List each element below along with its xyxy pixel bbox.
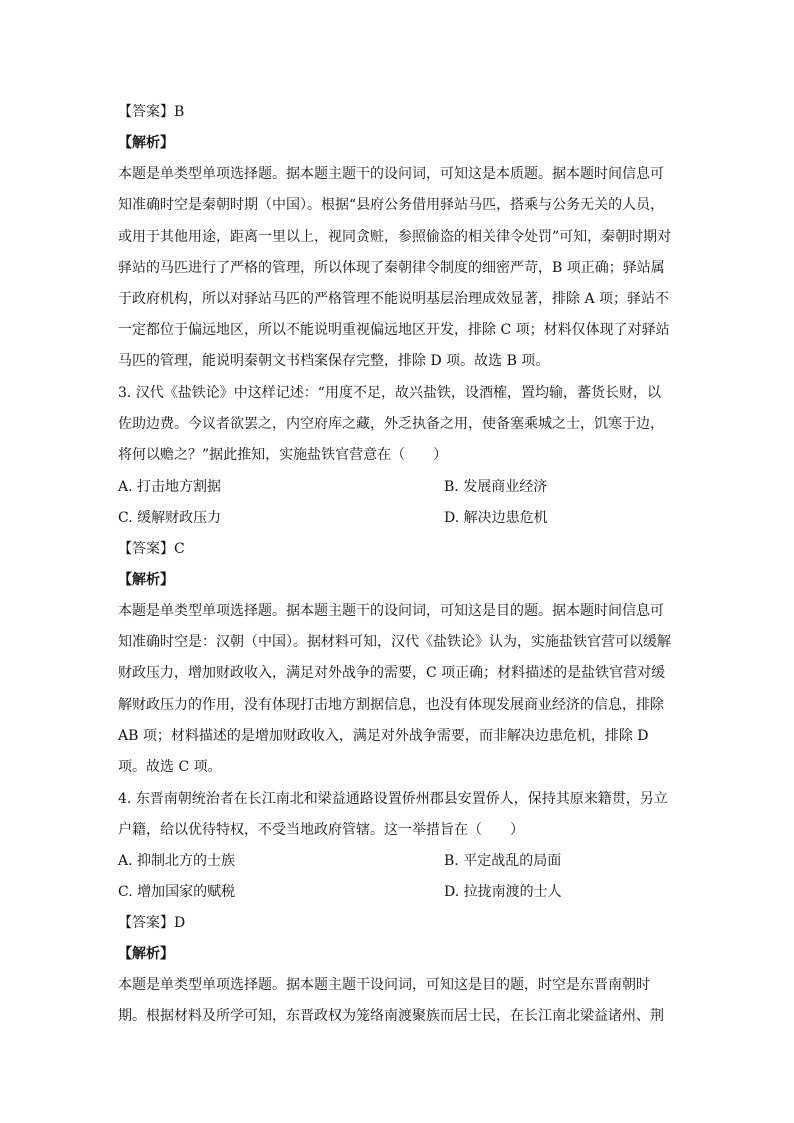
question-3-option-c: C. 缓解财政压力 <box>118 510 222 526</box>
analysis-line: 本题是单类型单项选择题。据本题主题干的设问词，可知这是本质题。据本题时间信息可 <box>118 166 664 182</box>
answer-label-q4: 【答案】D <box>118 915 186 931</box>
question-3-stem: 佐助边费。今议者欲罢之，内空府库之藏，外乏执备之用，使备塞乘城之士，饥寒于边， <box>118 416 664 432</box>
analysis-line: 一定都位于偏远地区，所以不能说明重视偏远地区开发，排除 C 项；材料仅体现了对驿站 <box>118 322 670 338</box>
question-3-stem: 将何以赡之？”据此推知，实施盐铁官营意在（ ） <box>118 447 448 463</box>
analysis-line: 驿站的马匹进行了严格的管理，所以体现了秦朝律令制度的细密严苛，B 项正确；驿站属 <box>118 260 665 276</box>
analysis-line: 解财政压力的作用，没有体现打击地方割据信息，也没有体现发展商业经济的信息，排除 <box>118 697 664 713</box>
analysis-line: 本题是单类型单项选择题。据本题主题干设问词，可知这是目的题，时空是东晋南朝时 <box>118 977 650 993</box>
analysis-line: 本题是单类型单项选择题。据本题主题干的设问词，可知这是目的题。据本题时间信息可 <box>118 603 664 619</box>
question-4-stem: 户籍，给以优待特权，不受当地政府管辖。这一举措旨在（ ） <box>118 822 524 838</box>
analysis-line: 知准确时空是：汉朝（中国）。据材料可知，汉代《盐铁论》认为，实施盐铁官营可以缓解 <box>118 634 671 650</box>
analysis-line: 财政压力，增加财政收入，满足对外战争的需要，C 项正确；材料描述的是盐铁官营对缓 <box>118 665 666 681</box>
question-4-option-c: C. 增加国家的赋税 <box>118 884 236 900</box>
answer-label-q3: 【答案】C <box>118 541 185 557</box>
analysis-line: 期。根据材料及所学可知，东晋政权为笼络南渡聚族而居士民，在长江南北梁益诸州、荆 <box>118 1008 664 1024</box>
analysis-line: AB 项；材料描述的是增加财政收入，满足对外战争需要，而非解决边患危机，排除 D <box>118 728 649 744</box>
analysis-label-q3: 【解析】 <box>118 572 174 588</box>
question-3-option-d: D. 解决边患危机 <box>444 510 548 526</box>
question-4-option-a: A. 抑制北方的士族 <box>118 853 236 869</box>
analysis-label-q4: 【解析】 <box>118 946 174 962</box>
analysis-line: 知准确时空是秦朝时期（中国）。根据“县府公务借用驿站马匹，搭乘与公务无关的人员， <box>118 197 665 213</box>
analysis-line: 于政府机构，所以对驿站马匹的严格管理不能说明基层治理成效显著，排除 A 项；驿站不 <box>118 291 670 307</box>
analysis-line: 项。故选 C 项。 <box>118 759 222 775</box>
question-4-stem: 4. 东晋南朝统治者在长江南北和梁益通路设置侨州郡县安置侨人，保持其原来籍贯，另立 <box>118 791 668 807</box>
analysis-label-q2: 【解析】 <box>118 135 174 151</box>
answer-label-q2: 【答案】B <box>118 104 185 120</box>
question-4-option-d: D. 拉拢南渡的士人 <box>444 884 562 900</box>
question-3-stem: 3. 汉代《盐铁论》中这样记述：“用度不足，故兴盐铁，设酒榷，置均输，蕃货长财，以 <box>118 385 661 401</box>
question-3-option-a: A. 打击地方割据 <box>118 479 222 495</box>
analysis-line: 或用于其他用途，距离一里以上，视同贪赃，参照偷盗的相关律令处罚”可知，秦朝时期对 <box>118 229 672 245</box>
analysis-line: 马匹的管理，能说明秦朝文书档案保存完整，排除 D 项。故选 B 项。 <box>118 353 550 369</box>
question-4-option-b: B. 平定战乱的局面 <box>444 853 562 869</box>
question-3-option-b: B. 发展商业经济 <box>444 479 548 495</box>
